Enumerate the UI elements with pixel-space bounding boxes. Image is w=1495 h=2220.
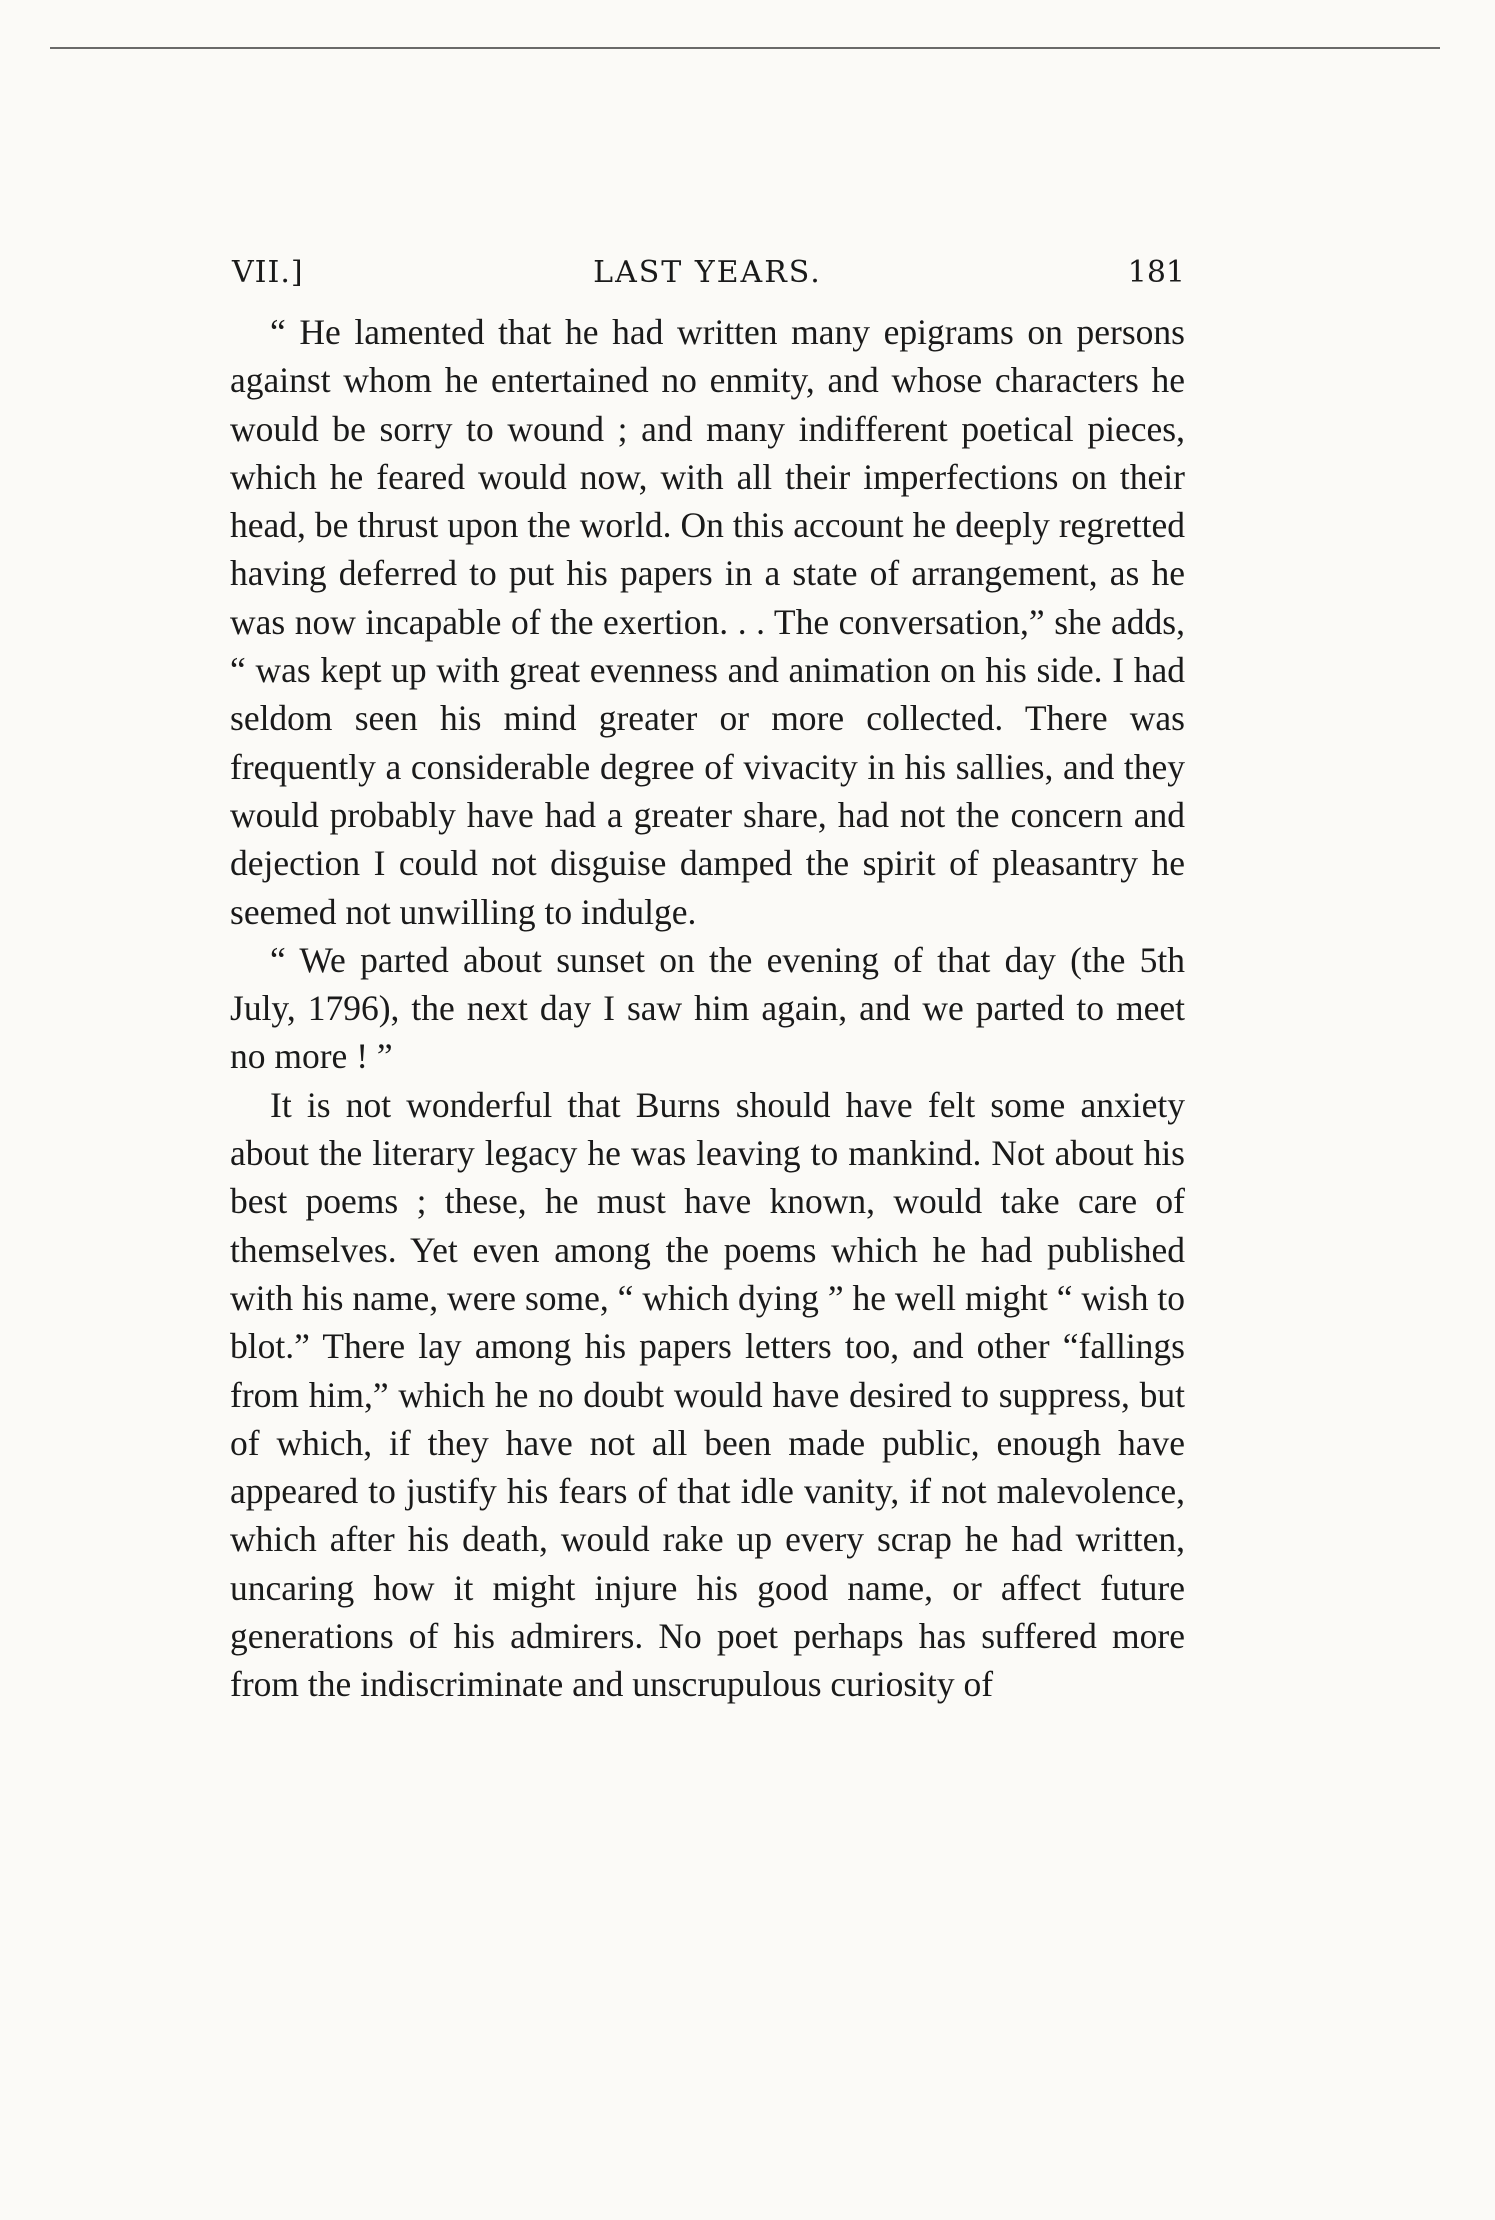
paragraph: “ We parted about sunset on the evening of that day (the 5th July, 1796), the next day I saw him again, and we parted to meet no more ! ” [230,939,1185,1077]
body-text [230,308,1185,1709]
page-number: 181 [1127,255,1185,290]
running-head [230,250,1185,296]
book-page [230,250,1185,1709]
paragraph: “ He lamented that he had written many epigrams on persons against whom he entertained no enmity, and whose characters he would be sorry to wound ; and many indifferent poetical pieces, which he feared would now, with all their imperfections on their head, be thrust upon the world. On this account he deeply regretted having deferred to put his papers in a state of arrangement, as he was now incapable of the exertion. . . The conversation,” she adds, “ was kept up with great evenness and animation on his side. I had seldom seen his mind greater or more collected. There was frequently a considerable degree of vivacity in his sallies, and they would probably have had a greater share, had not the concern and dejection I could not disguise damped the spirit of pleasantry he seemed not unwilling to indulge. [230,312,1185,932]
chapter-marker: VII.] [232,255,304,290]
top-page-rule [50,47,1440,49]
chapter-title: LAST YEARS. [593,255,822,290]
paragraph: It is not wonderful that Burns should have felt some anxiety about the literary legacy he was leaving to mankind. Not about his best poems ; these, he must have known, would take care of themselves. Yet even among the poems which he had published with his name, were some, “ which dying ” he well might “ wish to blot.” There lay among his papers letters too, and other “fallings from him,” which he no doubt would have desired to suppress, but of which, if they have not all been made public, enough have appeared to justify his fears of that idle vanity, if not malevolence, which after his death, would rake up every scrap he had written, uncaring how it might injure his good name, or affect future generations of his admirers. No poet perhaps has suffered more from the indiscriminate and unscrupulous curiosity of [230,1084,1185,1705]
